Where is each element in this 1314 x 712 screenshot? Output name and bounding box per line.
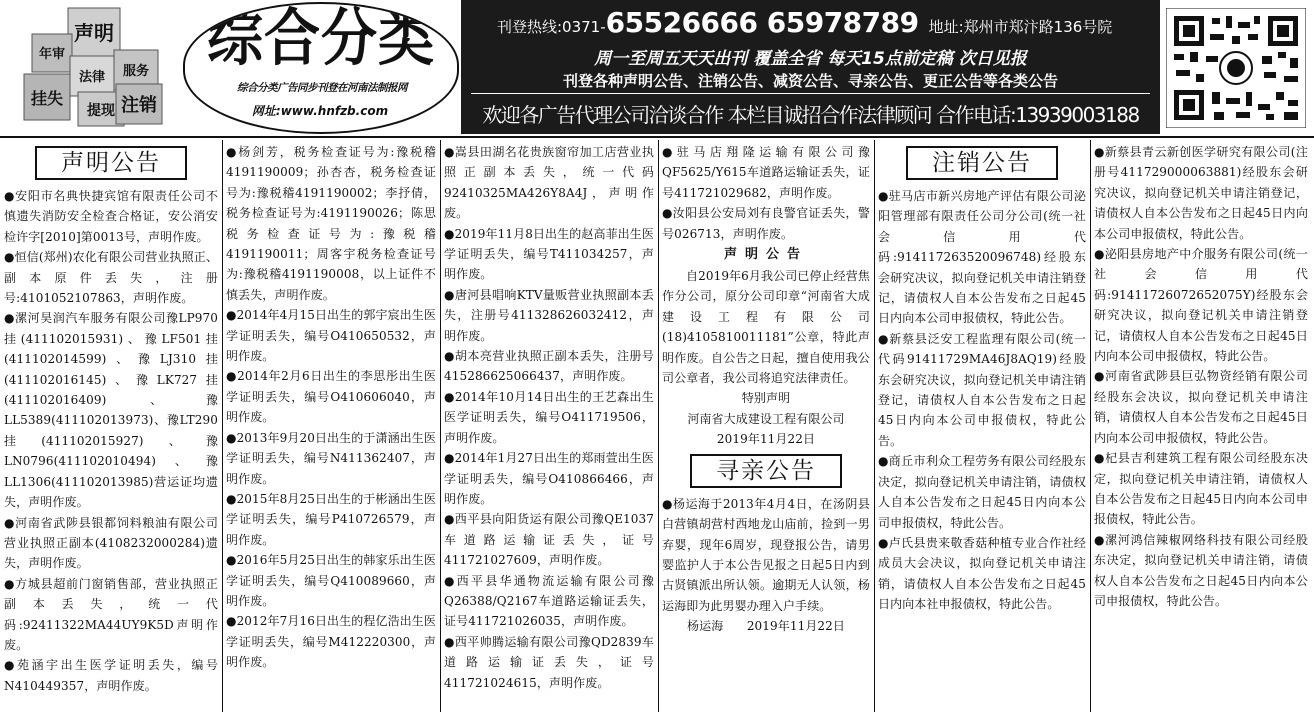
banner-divider [471,93,1150,94]
column-divider [440,140,441,712]
cube-word-5: 注销 [121,95,157,116]
masthead-subtitle: 综合分类广告同步刊登在河南法制报网 [237,82,407,94]
notice-item: ●商丘市利众工程劳务有限公司经股东决定，拟向登记机关申请注销，请债权人自本公告发布之日起45日内向本公司申报债权，特此公告。 [878,454,1086,530]
column-divider [222,140,223,712]
section-heading-shengming: 声明公告 [35,146,187,180]
notice-item: ●卢氏县贵来敬香菇种植专业合作社经成员大会决议，拟向登记机关申请注销，请债权人自本公告发布之日起45日内向本社申报债权，特此公告。 [878,535,1086,612]
notice-item: ●嵩县田湖名花贵族窗帘加工店营业执照正副本丢失，统一代码92410325MA426Y8A4J，声明作废。 [444,145,654,221]
hotline-numbers: 65526666 65978789 [605,6,919,39]
notice-item: ●新蔡县青云新创医学研究有限公司(注册号411729000063881)经股东会研究决议，拟向登记机关申请注销登记，请债权人自本公告发布之日起45日内向本公司申报债权，特此公告。 [1094,145,1308,241]
notice-item: ●恒信(郑州)农化有限公司营业执照正、副本原件丢失，注册号:4101052107863，声明作废。 [4,250,218,306]
notice-item: ●苑涵宇出生医学证明丢失，编号N410449357，声明作废。 [4,658,218,693]
notice-item: ●杨剑芳，税务检查证号为:豫税稽4191190009；孙杏杏，税务检查证号为:豫税稽4191190002；李抒倩，税务检查证号为:4191190026；陈思税务检查证号为:豫税稽4191190011；周客宇税务检查证号为:豫税稽4191190008，以上证件不慎丢失，声明作废。 [226,145,436,302]
masthead-website: 网址:www.hnfzb.com [251,104,389,118]
ad-types: 刊登各种声明公告、注销公告、减资公告、寻亲公告、更正公告等各类公告 [562,72,1058,90]
notice-item: ●西平县华通物流运输有限公司豫Q26388/Q2167车道路运输证丢失，证号411721026035，声明作废。 [444,573,654,629]
notice-item: ●驻马店翔隆运输有限公司豫QF5625/Y615车道路运输证丢失，证号411721029682，声明作废。 [662,145,870,200]
notice-item: ●唐河县唱响KTV量贩营业执照副本丢失，注册号411328626032412，声明作废。 [444,287,654,343]
column-1 [4,142,218,712]
statement-body: 自2019年6月我公司已停止经营焦作分公司，原分公司印章“河南省大成建设工程有限公司(18)4105810011181”公章，特此声明作废。自公告之日起，擅自使用我公司公章者，我公司将追究法律责任。 [662,269,870,386]
notice-item: ●安阳市名典快捷宾馆有限责任公司不慎遗失消防安全检查合格证，安公消安检许字[2010]第0013号，声明作废。 [4,189,218,244]
header [0,0,1314,134]
legal-cubes-illustration [8,4,168,128]
notice-item: ●西平帅腾运输有限公司豫QD2839车道路运输证丢失，证号411721024615，声明作废。 [444,634,654,690]
notice-item: ●2014年10月14日出生的王艺森出生医学证明丢失，编号O411719506，声明作废。 [444,389,654,445]
xunqin-date: 2019年11月22日 [746,619,845,634]
hotline-label: 刊登热线:0371- [497,18,606,36]
column-divider [658,140,659,712]
notice-item: ●2014年1月27日出生的郑雨萱出生医学证明丢失，编号O410866466，声明作废。 [444,451,654,506]
notice-item: ●胡本亮营业执照正副本丢失，注册号415286625066437，声明作废。 [444,349,654,384]
column-6 [1094,142,1308,712]
section-heading-xunqin: 寻亲公告 [690,454,842,488]
cube-word-3: 年审 [38,47,66,62]
qr-code-icon [1166,8,1306,128]
address: 地址:郑州市郑汴路136号院 [928,18,1113,36]
cube-word-6: 提现 [87,103,115,119]
statement-company: 河南省大成建设工程有限公司 [687,411,845,426]
cube-word-4: 挂失 [30,89,64,108]
masthead-title: 综合分类 [207,2,435,75]
notice-item: ●2016年5月25日出生的韩家乐出生医学证明丢失，编号Q410089660，声明作废。 [226,553,436,608]
column-divider [1090,140,1091,712]
notice-item: ●河南省武陟县巨弘物资经销有限公司经股东会决议，拟向登记机关申请注销，请债权人自本公告发布之日起45日内向本公司申报债权，特此公告。 [1094,369,1308,445]
columns-area [0,136,1314,712]
column-5 [878,142,1086,712]
hotline-row [497,6,1112,39]
agency-cooperation: 欢迎各广告代理公司洽谈合作 本栏目诚招合作法律顾问 合作电话:13939003188 [482,103,1139,127]
notice-item: ●驻马店市新兴房地产评估有限公司泌阳管理部有限责任公司分公司(统一社会信用代码:914117263520096748)经股东会研究决议，拟向登记机关申请注销登记，请债权人自本公告发布之日起45日内向本公司申报债权，特此公告。 [878,189,1086,326]
notice-item: ●方城县超前门窗销售部，营业执照正副本丢失，统一代码:92411322MA44UY9K5D声明作废。 [4,576,218,652]
statement-signoff: 特别声明 [741,391,791,406]
cube-word-0: 声明 [74,21,114,45]
column-3 [444,142,654,712]
xunqin-body: ●杨运海于2013年4月4日，在汤阴县白营镇胡营村西地龙山庙前，捡到一男弃婴，现年6周岁，现登报公告，请男婴监护人于本公告见报之日起5日内到古贤镇派出所认领。逾期无人认领，杨运海即为此男婴办理入户手续。 [662,496,870,613]
notice-item: ●2015年8月25日出生的于彬涵出生医学证明丢失，编号P410726579，声明作废。 [226,491,436,547]
notice-item: ●汝阳县公安局刘有良警官证丢失，警号026713，声明作废。 [662,206,870,241]
notice-item: ●2014年4月15日出生的郭宇宸出生医学证明丢失，编号O410650532，声明作废。 [226,308,436,364]
notice-item: ●漯河昊润汽车服务有限公司豫LP970挂(411102015931)、豫LF501挂(411102014599)、豫LJ310挂(411102016145)、豫LK727挂(411102016409)、豫LL5389(411102013973)、豫LT290挂(411102015927)、豫LN0796(411102010494)、豫LL1306(411102013985)营运证均遗失，声明作废。 [4,311,218,510]
notice-item: ●泌阳县房地产中介服务有限公司(统一社会信用代码:91411726072652075Y)经股东会研究决议，拟向登记机关申请注销登记，请债权人自本公告发布之日起45日内向本公司申报债权，特此公告。 [1094,247,1308,364]
column-divider [874,140,875,712]
masthead [183,2,459,134]
cube-word-1: 法律 [78,70,106,85]
xunqin-signer: 杨运海 [687,619,724,634]
notice-item: ●2019年11月8日出生的赵高菲出生医学证明丢失，编号T411034257，声明作废。 [444,226,654,282]
notice-item: ●2012年7月16日出生的程亿浩出生医学证明丢失，编号M412220300，声明作废。 [226,614,436,670]
notice-item: ●杞县吉利建筑工程有限公司经股东决定，拟向登记机关申请注销，请债权人自本公告发布之日起45日内向本公司申报债权，特此公告。 [1094,451,1308,527]
notice-item: ●漯河鸿信辣椒网络科技有限公司经股东决定，拟向登记机关申请注销，请债权人自本公告发布之日起45日内向本公司申报债权，特此公告。 [1094,532,1308,608]
notice-item: ●西平县向阳货运有限公司豫QE1037车道路运输证丢失，证号411721027609，声明作废。 [444,512,654,568]
section-heading-zhuxiao: 注销公告 [906,146,1058,180]
notice-item: ●2014年2月6日出生的李思彤出生医学证明丢失，编号O410606040，声明作废。 [226,369,436,425]
statement-heading: 声明公告 [723,247,808,263]
xunqin-signature [662,616,870,636]
column-2 [226,142,436,712]
notice-item: ●新蔡县泛安工程监理有限公司(统一代码91411729MA46J8AQ19)经股东会研究决议，拟向登记机关申请注销登记，请债权人自本公告发布之日起45日内向本公司申报债权，特此公告。 [878,331,1086,448]
notice-item: ●河南省武陟县银都饲料粮油有限公司营业执照正副本(4108232000284)遗失，声明作废。 [4,515,218,571]
statement-date: 2019年11月22日 [716,432,816,447]
column-4 [662,142,870,712]
cube-word-2: 服务 [122,64,150,79]
notice-item: ●2013年9月20日出生的于潇涵出生医学证明丢失，编号N411362407，声明作废。 [226,430,436,486]
contact-banner [461,0,1160,134]
publishing-schedule: 周一至周五天天出刊 覆盖全省 每天15点前定稿 次日见报 [594,49,1027,69]
